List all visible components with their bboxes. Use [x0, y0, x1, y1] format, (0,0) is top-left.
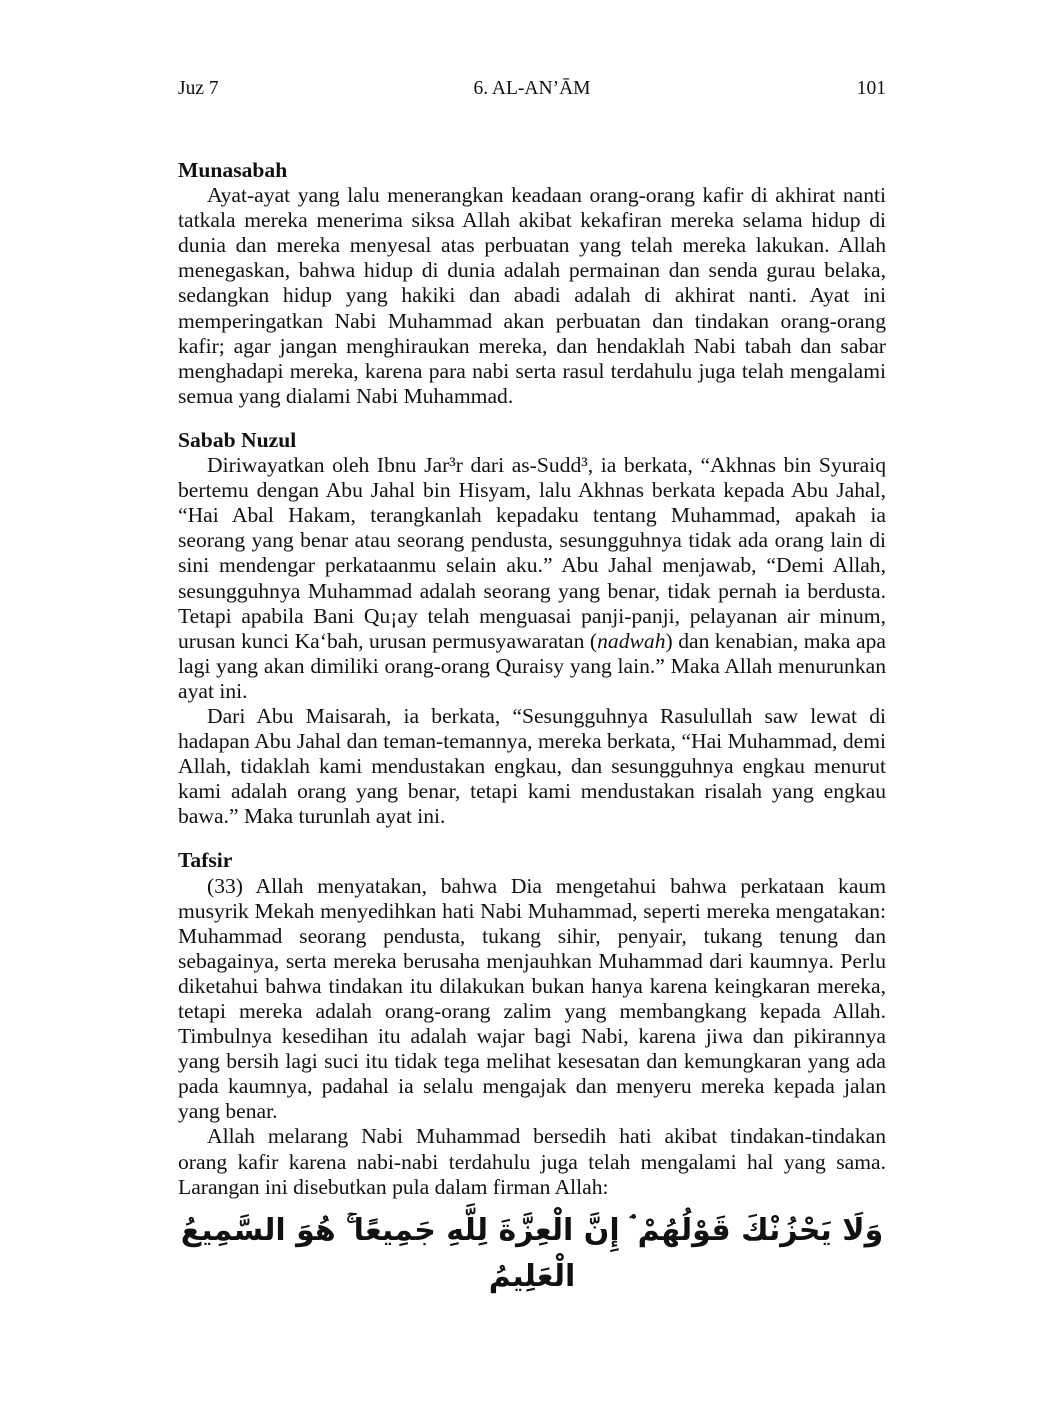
section-munasabah [178, 158, 886, 409]
section-heading-tafsir: Tafsir [178, 848, 233, 873]
paragraph-text: Diriwayatkan oleh Ibnu Jar³r dari as-Sudd³, ia berkata, “Akhnas bin Syuraiq bertemu dengan Abu Jahal bin Hisyam, lalu Akhnas berkata kepada Abu Jahal, “Hai Abal Hakam, terangkanlah kepadaku tentang Muhammad, apakah ia seorang yang benar atau seorang pendusta, sesungguhnya tidak ada orang lain di sini mendengar perkataanmu selain aku.” Abu Jahal menjawab, “Demi Allah, sesungguhnya Muhammad adalah seorang yang benar, tidak pernah ia berdusta. Tetapi apabila Bani Qu¡ay telah menguasai panji-panji, pelayanan air minum, urusan kunci Ka‘bah, urusan permusyawaratan ( [178, 453, 886, 653]
section-heading-sabab-nuzul: Sabab Nuzul [178, 427, 297, 452]
juz-label: Juz 7 [178, 78, 219, 99]
arabic-verse: وَلَا يَحْزُنْكَ قَوْلُهُمْ ۘ إِنَّ الْعِزَّةَ لِلَّهِ جَمِيعًا ۚ هُوَ السَّمِيعُ الْعَلِيمُ [180, 1212, 884, 1294]
paragraph [178, 453, 886, 704]
section-heading-munasabah: Munasabah [178, 158, 288, 182]
paragraph: Dari Abu Maisarah, ia berkata, “Sesungguhnya Rasulullah saw lewat di hadapan Abu Jahal dan teman-temannya, mereka berkata, “Hai Muhammad, demi Allah, tidaklah kami mendustakan engkau, dan sesungguhnya engkau menurut kami adalah orang yang benar, tetapi kami mendustakan risalah yang engkau bawa.” Maka turunlah ayat ini. [178, 703, 886, 829]
paragraph: Allah melarang Nabi Muhammad bersedih hati akibat tindakan-tindakan orang kafir karena nabi-nabi terdahulu juga telah mengalami hal yang sama. Larangan ini disebutkan pula dalam firman Allah: [178, 1124, 886, 1199]
paragraph: Ayat-ayat yang lalu menerangkan keadaan orang-orang kafir di akhirat nanti tatkala mereka menerima siksa Allah akibat kekafiran mereka selama hidup di dunia dan mereka menyesal atas perbuatan yang telah mereka lakukan. Allah menegaskan, bahwa hidup di dunia adalah permainan dan senda gurau belaka, sedangkan hidup yang hakiki dan abadi adalah di akhirat nanti. Ayat ini memperingatkan Nabi Muhammad akan perbuatan dan tindakan orang-orang kafir; agar jangan menghiraukan mereka, dan hendaklah Nabi tabah dan sabar menghadapi mereka, karena para nabi serta rasul terdahulu juga telah mengalami semua yang dialami Nabi Muhammad. [178, 183, 886, 408]
italic-term: nadwah [597, 628, 666, 653]
section-sabab-nuzul [178, 428, 886, 830]
paragraph-text: ) dan kenabian, maka apa lagi yang akan dimiliki orang-orang Quraisy yang lain.” Maka Allah menurunkan ayat ini. [178, 628, 886, 703]
page-number: 101 [856, 78, 886, 99]
section-tafsir [178, 848, 886, 1299]
surah-title: 6. AL-AN’ĀM [473, 78, 591, 99]
paragraph: (33) Allah menyatakan, bahwa Dia mengetahui bahwa perkataan kaum musyrik Mekah menyedihkan hati Nabi Muhammad, seperti mereka mengatakan: Muhammad seorang pendusta, tukang sihir, penyair, tukang tenung dan sebagainya, serta mereka berusaha menjauhkan Muhammad dari kaumnya. Perlu diketahui bahwa tindakan itu dilakukan bukan hanya karena keingkaran mereka, tetapi mereka adalah orang-orang zalim yang membangkang kepada Allah. Timbulnya kesedihan itu adalah wajar bagi Nabi, karena jiwa dan pikirannya yang bersih lagi suci itu tidak tega melihat kesesatan dan kemungkaran yang ada pada kaumnya, padahal ia selalu mengajak dan menyeru mereka kepada jalan yang benar. [178, 873, 886, 1124]
page-body [178, 158, 886, 1300]
running-header [178, 76, 886, 102]
